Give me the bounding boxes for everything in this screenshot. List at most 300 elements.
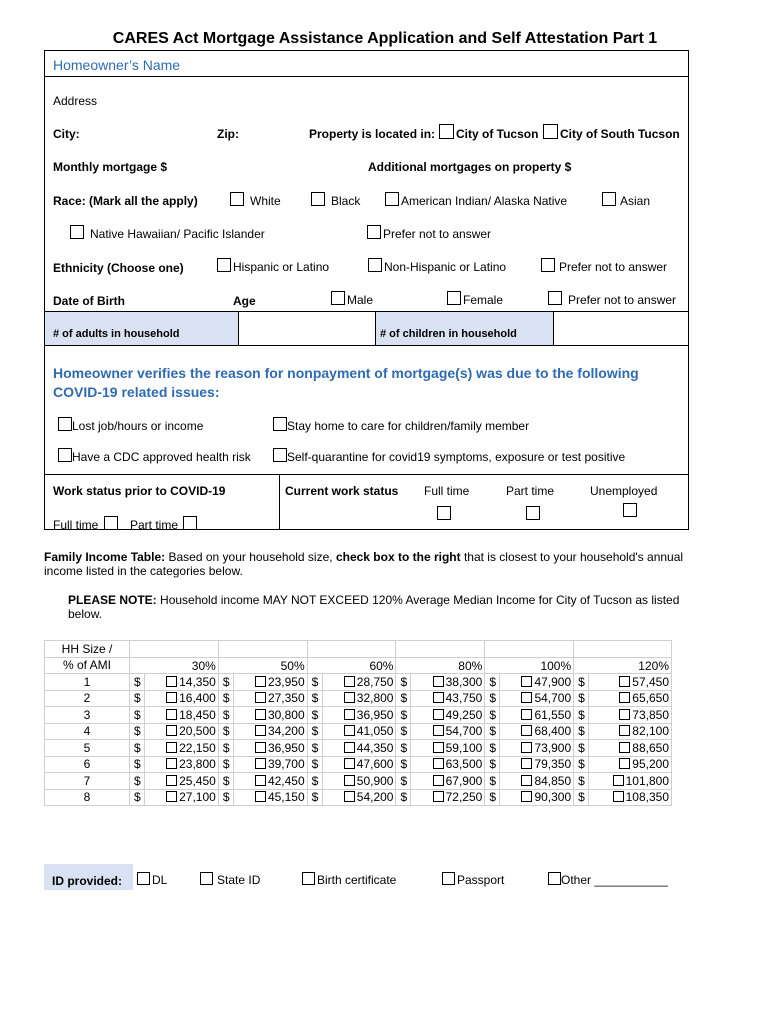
currency-cell: $ xyxy=(307,773,322,790)
checkbox[interactable] xyxy=(137,872,150,885)
ethnicity-option-prefer-not[interactable]: Prefer not to answer xyxy=(541,258,667,274)
id-option-state-id[interactable]: State ID xyxy=(200,872,260,887)
currency-cell: $ xyxy=(218,707,233,724)
header-spacer xyxy=(485,641,574,658)
table-header-row xyxy=(45,641,672,658)
table-row xyxy=(45,789,672,806)
prior-parttime[interactable]: Part time xyxy=(130,516,199,532)
currency-cell: $ xyxy=(307,740,322,757)
currency-cell: $ xyxy=(485,740,500,757)
race-option-native-hawaiian[interactable]: Native Hawaiian/ Pacific Islander xyxy=(70,225,265,241)
reason-stay-home[interactable]: Stay home to care for children/family member xyxy=(273,417,529,433)
checkbox[interactable] xyxy=(541,258,555,272)
income-value-cell[interactable] xyxy=(411,756,485,773)
income-value-cell[interactable] xyxy=(233,789,307,806)
income-value: 42,450 xyxy=(267,773,305,788)
current-fulltime-label: Full time xyxy=(424,484,470,498)
income-checkbox[interactable] xyxy=(433,775,444,786)
hh-size-cell: 7 xyxy=(45,773,130,790)
current-unemployed-checkbox[interactable] xyxy=(623,503,637,517)
city-label: City: xyxy=(53,127,80,141)
income-value-cell[interactable] xyxy=(411,789,485,806)
income-checkbox[interactable] xyxy=(255,709,266,720)
income-checkbox[interactable] xyxy=(344,725,355,736)
currency-cell: $ xyxy=(130,740,145,757)
currency-cell: $ xyxy=(485,690,500,707)
currency-cell: $ xyxy=(485,674,500,691)
income-checkbox[interactable] xyxy=(433,742,444,753)
currency-cell: $ xyxy=(307,707,322,724)
income-value-cell[interactable] xyxy=(145,740,219,757)
divider xyxy=(279,474,280,530)
income-checkbox[interactable] xyxy=(255,775,266,786)
income-value: 79,350 xyxy=(534,757,572,772)
dob-label: Date of Birth xyxy=(53,294,125,308)
income-value-cell[interactable] xyxy=(411,773,485,790)
race-option-black[interactable]: Black xyxy=(311,192,360,208)
currency-cell: $ xyxy=(485,707,500,724)
income-value: 14,350 xyxy=(179,674,216,689)
income-value-cell[interactable] xyxy=(145,674,219,691)
income-checkbox[interactable] xyxy=(344,742,355,753)
currency-cell: $ xyxy=(574,707,589,724)
race-label: Race: (Mark all the apply) xyxy=(53,194,198,208)
income-value: 32,800 xyxy=(356,691,394,706)
checkbox[interactable] xyxy=(302,872,315,885)
income-checkbox[interactable] xyxy=(521,775,532,786)
header-spacer xyxy=(218,641,307,658)
currency-cell: $ xyxy=(396,707,411,724)
currency-cell: $ xyxy=(307,789,322,806)
income-checkbox[interactable] xyxy=(521,791,532,802)
checkbox[interactable] xyxy=(442,872,455,885)
checkbox[interactable] xyxy=(543,124,558,139)
income-checkbox[interactable] xyxy=(619,758,630,769)
checkbox[interactable] xyxy=(58,417,72,431)
checkbox[interactable] xyxy=(331,291,345,305)
hh-size-cell: 8 xyxy=(45,789,130,806)
reason-lost-job[interactable]: Lost job/hours or income xyxy=(58,417,203,433)
checkbox[interactable] xyxy=(447,291,461,305)
income-table xyxy=(44,640,672,806)
income-checkbox[interactable] xyxy=(344,709,355,720)
income-checkbox[interactable] xyxy=(521,692,532,703)
currency-cell: $ xyxy=(574,690,589,707)
checkbox[interactable] xyxy=(230,192,244,206)
table-header-row xyxy=(45,657,672,674)
income-checkbox[interactable] xyxy=(255,742,266,753)
income-value-cell[interactable] xyxy=(145,773,219,790)
checkbox[interactable] xyxy=(273,417,287,431)
income-value: 16,400 xyxy=(179,691,216,706)
income-value-cell[interactable] xyxy=(500,723,574,740)
income-value: 47,600 xyxy=(356,757,394,772)
income-value: 18,450 xyxy=(179,707,216,722)
income-value-cell[interactable] xyxy=(145,707,219,724)
column-header: 100% xyxy=(485,657,574,674)
checkbox[interactable] xyxy=(311,192,325,206)
income-value-cell[interactable] xyxy=(411,740,485,757)
income-value-cell[interactable] xyxy=(145,756,219,773)
currency-cell: $ xyxy=(218,674,233,691)
income-checkbox[interactable] xyxy=(344,676,355,687)
checkbox[interactable] xyxy=(602,192,616,206)
income-checkbox[interactable] xyxy=(344,791,355,802)
income-value-cell[interactable] xyxy=(233,690,307,707)
checkbox[interactable] xyxy=(368,258,382,272)
work-prior-label: Work status prior to COVID-19 xyxy=(53,484,226,498)
income-checkbox[interactable] xyxy=(521,742,532,753)
income-value: 59,100 xyxy=(445,740,483,755)
id-option-dl[interactable]: DL xyxy=(137,872,167,887)
income-value: 25,450 xyxy=(179,773,216,788)
checkbox[interactable] xyxy=(548,872,561,885)
currency-cell: $ xyxy=(130,756,145,773)
currency-cell: $ xyxy=(307,756,322,773)
income-value: 38,300 xyxy=(445,674,483,689)
column-header: 120% xyxy=(574,657,672,674)
income-checkbox[interactable] xyxy=(344,775,355,786)
option-city-of-tucson[interactable]: City of Tucson xyxy=(439,124,538,141)
income-value-cell[interactable] xyxy=(145,723,219,740)
checkbox[interactable] xyxy=(58,448,72,462)
income-value: 82,100 xyxy=(632,724,669,739)
currency-cell: $ xyxy=(485,789,500,806)
hh-size-cell: 4 xyxy=(45,723,130,740)
currency-cell: $ xyxy=(307,723,322,740)
income-value: 45,150 xyxy=(267,790,305,805)
divider xyxy=(45,474,688,475)
covid-heading: Homeowner verifies the reason for nonpayment of mortgage(s) was due to the following COVID-19 related issues: xyxy=(53,365,639,400)
income-value-cell[interactable] xyxy=(411,690,485,707)
income-value-cell[interactable] xyxy=(589,773,672,790)
currency-cell: $ xyxy=(485,773,500,790)
income-value: 50,900 xyxy=(356,773,394,788)
income-value-cell[interactable] xyxy=(589,723,672,740)
application-form xyxy=(44,50,689,530)
column-header: 60% xyxy=(307,657,396,674)
children-label: # of children in household xyxy=(380,328,517,340)
hh-size-cell: 6 xyxy=(45,756,130,773)
adults-label: # of adults in household xyxy=(53,328,180,340)
gender-option-female[interactable]: Female xyxy=(447,291,503,307)
income-value: 72,250 xyxy=(445,790,483,805)
ethnicity-option-hispanic[interactable]: Hispanic or Latino xyxy=(217,258,329,274)
homeowner-name-label: Homeowner’s Name xyxy=(53,57,181,73)
currency-cell: $ xyxy=(574,740,589,757)
income-checkbox[interactable] xyxy=(433,758,444,769)
income-value: 67,900 xyxy=(445,773,483,788)
id-option-birth-certificate[interactable]: Birth certificate xyxy=(302,872,396,887)
income-value: 54,700 xyxy=(445,724,483,739)
income-intro: Family Income Table: Based on your household size, check box to the right that is closest to your household's annual income listed in the categories below. xyxy=(44,550,684,578)
id-provided-label: ID provided: xyxy=(52,874,123,888)
income-value: 20,500 xyxy=(179,724,216,739)
divider xyxy=(375,311,376,345)
income-checkbox[interactable] xyxy=(613,791,624,802)
income-value: 34,200 xyxy=(267,724,305,739)
adults-input[interactable] xyxy=(239,313,374,344)
income-value: 68,400 xyxy=(534,724,572,739)
header-spacer xyxy=(130,641,219,658)
current-unemployed-label: Unemployed xyxy=(590,484,658,498)
income-value: 36,950 xyxy=(267,740,305,755)
age-label: Age xyxy=(233,294,256,308)
income-value: 84,850 xyxy=(534,773,572,788)
income-value-cell[interactable] xyxy=(589,690,672,707)
income-value: 30,800 xyxy=(267,707,305,722)
income-value: 49,250 xyxy=(445,707,483,722)
checkbox[interactable] xyxy=(217,258,231,272)
income-value: 101,800 xyxy=(625,773,669,788)
currency-cell: $ xyxy=(130,723,145,740)
currency-cell: $ xyxy=(307,674,322,691)
checkbox[interactable] xyxy=(104,516,118,530)
property-location-label: Property is located in: xyxy=(309,127,436,141)
currency-cell: $ xyxy=(218,740,233,757)
income-value: 54,200 xyxy=(356,790,394,805)
income-value: 108,350 xyxy=(625,790,669,805)
income-value-cell[interactable] xyxy=(233,707,307,724)
income-value-cell[interactable] xyxy=(589,674,672,691)
monthly-mortgage-label: Monthly mortgage $ xyxy=(53,160,168,174)
income-checkbox[interactable] xyxy=(255,791,266,802)
currency-cell: $ xyxy=(574,723,589,740)
table-row xyxy=(45,773,672,790)
current-fulltime-checkbox[interactable] xyxy=(437,506,451,520)
table-row xyxy=(45,707,672,724)
currency-cell: $ xyxy=(396,674,411,691)
income-value-cell[interactable] xyxy=(322,789,396,806)
currency-cell: $ xyxy=(485,756,500,773)
income-value: 63,500 xyxy=(445,757,483,772)
race-option-asian[interactable]: Asian xyxy=(602,192,650,208)
income-value: 36,950 xyxy=(356,707,394,722)
race-option-white[interactable]: White xyxy=(230,192,281,208)
checkbox[interactable] xyxy=(70,225,84,239)
income-value: 47,900 xyxy=(534,674,572,689)
checkbox[interactable] xyxy=(385,192,399,206)
checkbox[interactable] xyxy=(548,291,562,305)
currency-cell: $ xyxy=(574,773,589,790)
additional-mortgages-label: Additional mortgages on property $ xyxy=(368,160,572,174)
income-checkbox[interactable] xyxy=(619,725,630,736)
income-value: 23,950 xyxy=(267,674,305,689)
income-checkbox[interactable] xyxy=(521,709,532,720)
income-value: 22,150 xyxy=(179,740,216,755)
income-checkbox[interactable] xyxy=(166,775,177,786)
currency-cell: $ xyxy=(130,674,145,691)
option-city-of-south-tucson[interactable]: City of South Tucson xyxy=(543,124,680,141)
gender-option-prefer-not[interactable]: Prefer not to answer xyxy=(548,291,676,307)
income-checkbox[interactable] xyxy=(619,692,630,703)
income-value: 73,900 xyxy=(534,740,572,755)
currency-cell: $ xyxy=(396,756,411,773)
id-option-passport[interactable]: Passport xyxy=(442,872,504,887)
income-checkbox[interactable] xyxy=(433,676,444,687)
current-parttime-label: Part time xyxy=(506,484,555,498)
currency-cell: $ xyxy=(130,690,145,707)
income-checkbox[interactable] xyxy=(344,758,355,769)
hh-size-cell: 1 xyxy=(45,674,130,691)
currency-cell: $ xyxy=(396,740,411,757)
income-value-cell[interactable] xyxy=(500,789,574,806)
income-value-cell[interactable] xyxy=(500,707,574,724)
income-value: 27,350 xyxy=(267,691,305,706)
race-option-american-indian[interactable]: American Indian/ Alaska Native xyxy=(385,192,567,208)
header-spacer xyxy=(396,641,485,658)
currency-cell: $ xyxy=(396,773,411,790)
income-value-cell[interactable] xyxy=(589,789,672,806)
ethnicity-option-non-hispanic[interactable]: Non-Hispanic or Latino xyxy=(368,258,506,274)
income-value: 28,750 xyxy=(356,674,394,689)
income-checkbox[interactable] xyxy=(521,758,532,769)
currency-cell: $ xyxy=(396,789,411,806)
ethnicity-label: Ethnicity (Choose one) xyxy=(53,261,184,275)
income-checkbox[interactable] xyxy=(166,725,177,736)
zip-label: Zip: xyxy=(217,127,239,141)
income-value-cell[interactable] xyxy=(233,674,307,691)
currency-cell: $ xyxy=(130,773,145,790)
checkbox[interactable] xyxy=(200,872,213,885)
income-value: 65,650 xyxy=(632,691,669,706)
income-value: 73,850 xyxy=(632,707,669,722)
income-checkbox[interactable] xyxy=(166,758,177,769)
income-value-cell[interactable] xyxy=(322,723,396,740)
income-value-cell[interactable] xyxy=(322,773,396,790)
income-checkbox[interactable] xyxy=(613,775,624,786)
income-value-cell[interactable] xyxy=(411,707,485,724)
income-value-cell[interactable] xyxy=(322,674,396,691)
page-title: CARES Act Mortgage Assistance Application and Self Attestation Part 1 xyxy=(112,30,658,47)
income-value: 44,350 xyxy=(356,740,394,755)
income-value-cell[interactable] xyxy=(500,773,574,790)
income-value: 57,450 xyxy=(632,674,669,689)
currency-cell: $ xyxy=(396,690,411,707)
table-row xyxy=(45,756,672,773)
income-value-cell[interactable] xyxy=(500,690,574,707)
income-value-cell[interactable] xyxy=(145,690,219,707)
income-value: 41,050 xyxy=(356,724,394,739)
income-value-cell[interactable] xyxy=(589,740,672,757)
income-checkbox[interactable] xyxy=(255,676,266,687)
header-hh-size: HH Size / xyxy=(45,641,130,658)
income-checkbox[interactable] xyxy=(619,742,630,753)
race-option-prefer-not[interactable]: Prefer not to answer xyxy=(367,225,491,241)
reason-health-risk[interactable]: Have a CDC approved health risk xyxy=(58,448,251,464)
hh-size-cell: 3 xyxy=(45,707,130,724)
income-value-cell[interactable] xyxy=(233,740,307,757)
income-checkbox[interactable] xyxy=(255,725,266,736)
income-value-cell[interactable] xyxy=(411,723,485,740)
income-checkbox[interactable] xyxy=(255,692,266,703)
table-row xyxy=(45,740,672,757)
income-checkbox[interactable] xyxy=(433,692,444,703)
income-value-cell[interactable] xyxy=(589,756,672,773)
id-option-other[interactable]: Other ___________ xyxy=(548,872,668,887)
income-value-cell[interactable] xyxy=(500,674,574,691)
income-checkbox[interactable] xyxy=(255,758,266,769)
checkbox[interactable] xyxy=(367,225,381,239)
income-value-cell[interactable] xyxy=(233,773,307,790)
income-value: 54,700 xyxy=(534,691,572,706)
income-value-cell[interactable] xyxy=(322,707,396,724)
address-label: Address xyxy=(53,94,98,108)
children-input[interactable] xyxy=(554,313,688,344)
currency-cell: $ xyxy=(574,756,589,773)
income-checkbox[interactable] xyxy=(166,676,177,687)
income-checkbox[interactable] xyxy=(166,692,177,703)
table-row xyxy=(45,723,672,740)
checkbox[interactable] xyxy=(273,448,287,462)
income-value-cell[interactable] xyxy=(500,740,574,757)
divider xyxy=(45,345,688,346)
income-value-cell[interactable] xyxy=(322,740,396,757)
header-ami: % of AMI xyxy=(45,657,130,674)
column-header: 80% xyxy=(396,657,485,674)
income-value: 61,550 xyxy=(534,707,572,722)
income-checkbox[interactable] xyxy=(521,676,532,687)
income-checkbox[interactable] xyxy=(166,791,177,802)
income-checkbox[interactable] xyxy=(619,709,630,720)
income-value-cell[interactable] xyxy=(589,707,672,724)
income-value: 90,300 xyxy=(534,790,572,805)
income-checkbox[interactable] xyxy=(166,742,177,753)
income-value: 43,750 xyxy=(445,691,483,706)
income-checkbox[interactable] xyxy=(521,725,532,736)
income-checkbox[interactable] xyxy=(433,709,444,720)
reason-self-quarantine[interactable]: Self-quarantine for covid19 symptoms, exposure or test positive xyxy=(273,448,625,464)
gender-option-male[interactable]: Male xyxy=(331,291,373,307)
income-note: PLEASE NOTE: Household income MAY NOT EXCEED 120% Average Median Income for City of Tucson as listed below. xyxy=(68,593,680,621)
income-checkbox[interactable] xyxy=(433,725,444,736)
income-value-cell[interactable] xyxy=(233,723,307,740)
prior-fulltime[interactable]: Full time xyxy=(53,516,120,532)
currency-cell: $ xyxy=(218,773,233,790)
current-parttime-checkbox[interactable] xyxy=(526,506,540,520)
income-value-cell[interactable] xyxy=(500,756,574,773)
income-value: 39,700 xyxy=(267,757,305,772)
income-value-cell[interactable] xyxy=(233,756,307,773)
header-spacer xyxy=(307,641,396,658)
work-current-label: Current work status xyxy=(285,484,399,498)
income-value: 27,100 xyxy=(179,790,216,805)
currency-cell: $ xyxy=(485,723,500,740)
hh-size-cell: 2 xyxy=(45,690,130,707)
currency-cell: $ xyxy=(218,756,233,773)
divider xyxy=(45,76,688,77)
income-checkbox[interactable] xyxy=(433,791,444,802)
column-header: 30% xyxy=(130,657,219,674)
income-value: 95,200 xyxy=(632,757,669,772)
currency-cell: $ xyxy=(130,789,145,806)
currency-cell: $ xyxy=(396,723,411,740)
income-value: 23,800 xyxy=(179,757,216,772)
income-value-cell[interactable] xyxy=(145,789,219,806)
income-checkbox[interactable] xyxy=(619,676,630,687)
income-checkbox[interactable] xyxy=(344,692,355,703)
currency-cell: $ xyxy=(130,707,145,724)
checkbox[interactable] xyxy=(183,516,197,530)
income-value-cell[interactable] xyxy=(322,756,396,773)
income-value-cell[interactable] xyxy=(411,674,485,691)
income-value-cell[interactable] xyxy=(322,690,396,707)
income-checkbox[interactable] xyxy=(166,709,177,720)
header-spacer xyxy=(574,641,672,658)
currency-cell: $ xyxy=(218,690,233,707)
hh-size-cell: 5 xyxy=(45,740,130,757)
checkbox[interactable] xyxy=(439,124,454,139)
